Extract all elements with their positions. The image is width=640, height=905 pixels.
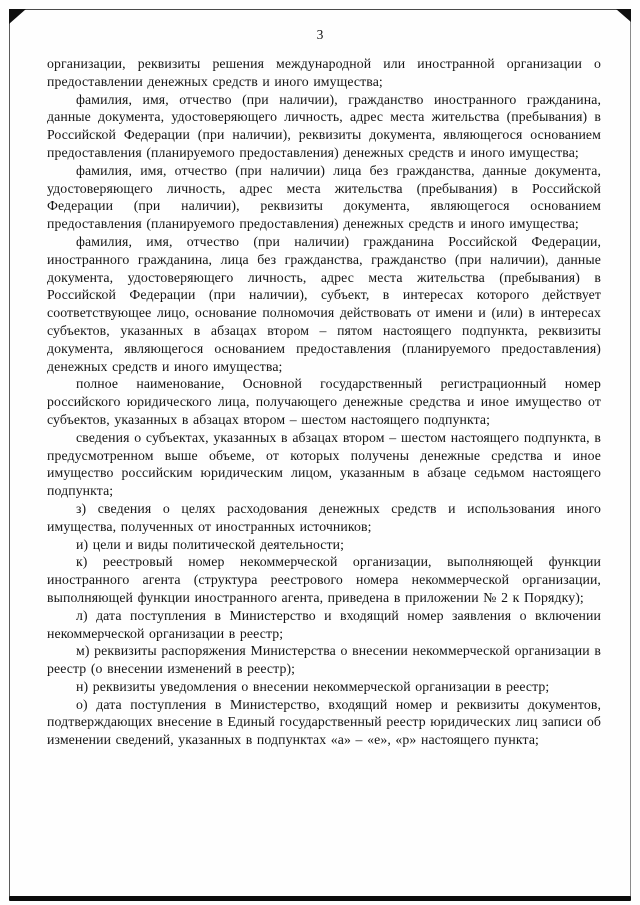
- scan-border-left: [9, 9, 10, 899]
- scan-edge-line-bottom: [9, 896, 631, 901]
- scan-border-top: [9, 9, 631, 10]
- paragraph: о) дата поступления в Министерство, входящий номер и реквизиты документов, подтверждающих внесение в Единый государственный реестр юридических лиц записи об изменении сведений, указанных в подпунктах «а» – «е», «р» настоящего пункта;: [47, 696, 601, 748]
- scan-border-right: [630, 9, 631, 899]
- document-body: [47, 55, 601, 749]
- paragraph: фамилия, имя, отчество (при наличии) гражданина Российской Федерации, иностранного гражданина, лица без гражданства, гражданство (при наличии), данные документа, удостоверяющего личность, адрес места жительства (пребывания) в Российской Федерации (при наличии), субъект, в интересах которого действует соответствующее лицо, основание полномочия действовать от имени и (или) в интересах субъектов, указанных в абзацах втором – пятом настоящего подпункта, реквизиты документа, являющегося основанием предоставления (планируемого предоставления) денежных средств и иного имущества;: [47, 233, 601, 374]
- paragraph: полное наименование, Основной государственный регистрационный номер российского юридического лица, получающего денежные средства и иное имущество от субъектов, указанных в абзацах втором – шестом настоящего подпункта;: [47, 376, 601, 427]
- paragraph: фамилия, имя, отчество (при наличии), гражданство иностранного гражданина, данные документа, удостоверяющего личность, адрес места жительства (пребывания) в Российской Федерации (при наличии), реквизиты документа, являющегося основанием предоставления (планируемого предоставления) денежных средств и иного имущества;: [47, 91, 601, 160]
- paragraph: з) сведения о целях расходования денежных средств и использования иного имущества, полученных от иностранных источников;: [47, 500, 601, 534]
- paragraph: организации, реквизиты решения международной или иностранной организации о предоставлении денежных средств и иного имущества;: [47, 56, 601, 89]
- paragraph: м) реквизиты распоряжения Министерства о внесении некоммерческой организации в реестр (о внесении изменений в реестр);: [47, 643, 601, 677]
- paragraph: к) реестровый номер некоммерческой организации, выполняющей функции иностранного агента (структура реестрового номера некоммерческой организации, выполняющей функции иностранного агента, приведена в приложении № 2 к Порядку);: [47, 554, 601, 605]
- paragraph: сведения о субъектах, указанных в абзацах втором – шестом настоящего подпункта, в предусмотренном выше объеме, от которых получены денежные средства и иное имущество российским юридическим лицом, указанным в абзаце седьмом настоящего подпункта;: [47, 429, 601, 499]
- paragraph: и) цели и виды политической деятельности;: [76, 536, 345, 552]
- paragraph: н) реквизиты уведомления о внесении некоммерческой организации в реестр;: [76, 678, 550, 694]
- scan-corner-mark-top-right: [616, 9, 631, 22]
- paragraph: л) дата поступления в Министерство и входящий номер заявления о включении некоммерческой организации в реестр;: [47, 607, 601, 641]
- scan-corner-mark-top-left: [9, 9, 26, 24]
- page-number: 3: [316, 27, 324, 42]
- paragraph: фамилия, имя, отчество (при наличии) лица без гражданства, данные документа, удостоверяющего личность, адрес места жительства (пребывания) в Российской Федерации (при наличии), реквизиты документа, являющегося основанием предоставления (планируемого предоставления) денежных средств и иного имущества;: [47, 162, 601, 232]
